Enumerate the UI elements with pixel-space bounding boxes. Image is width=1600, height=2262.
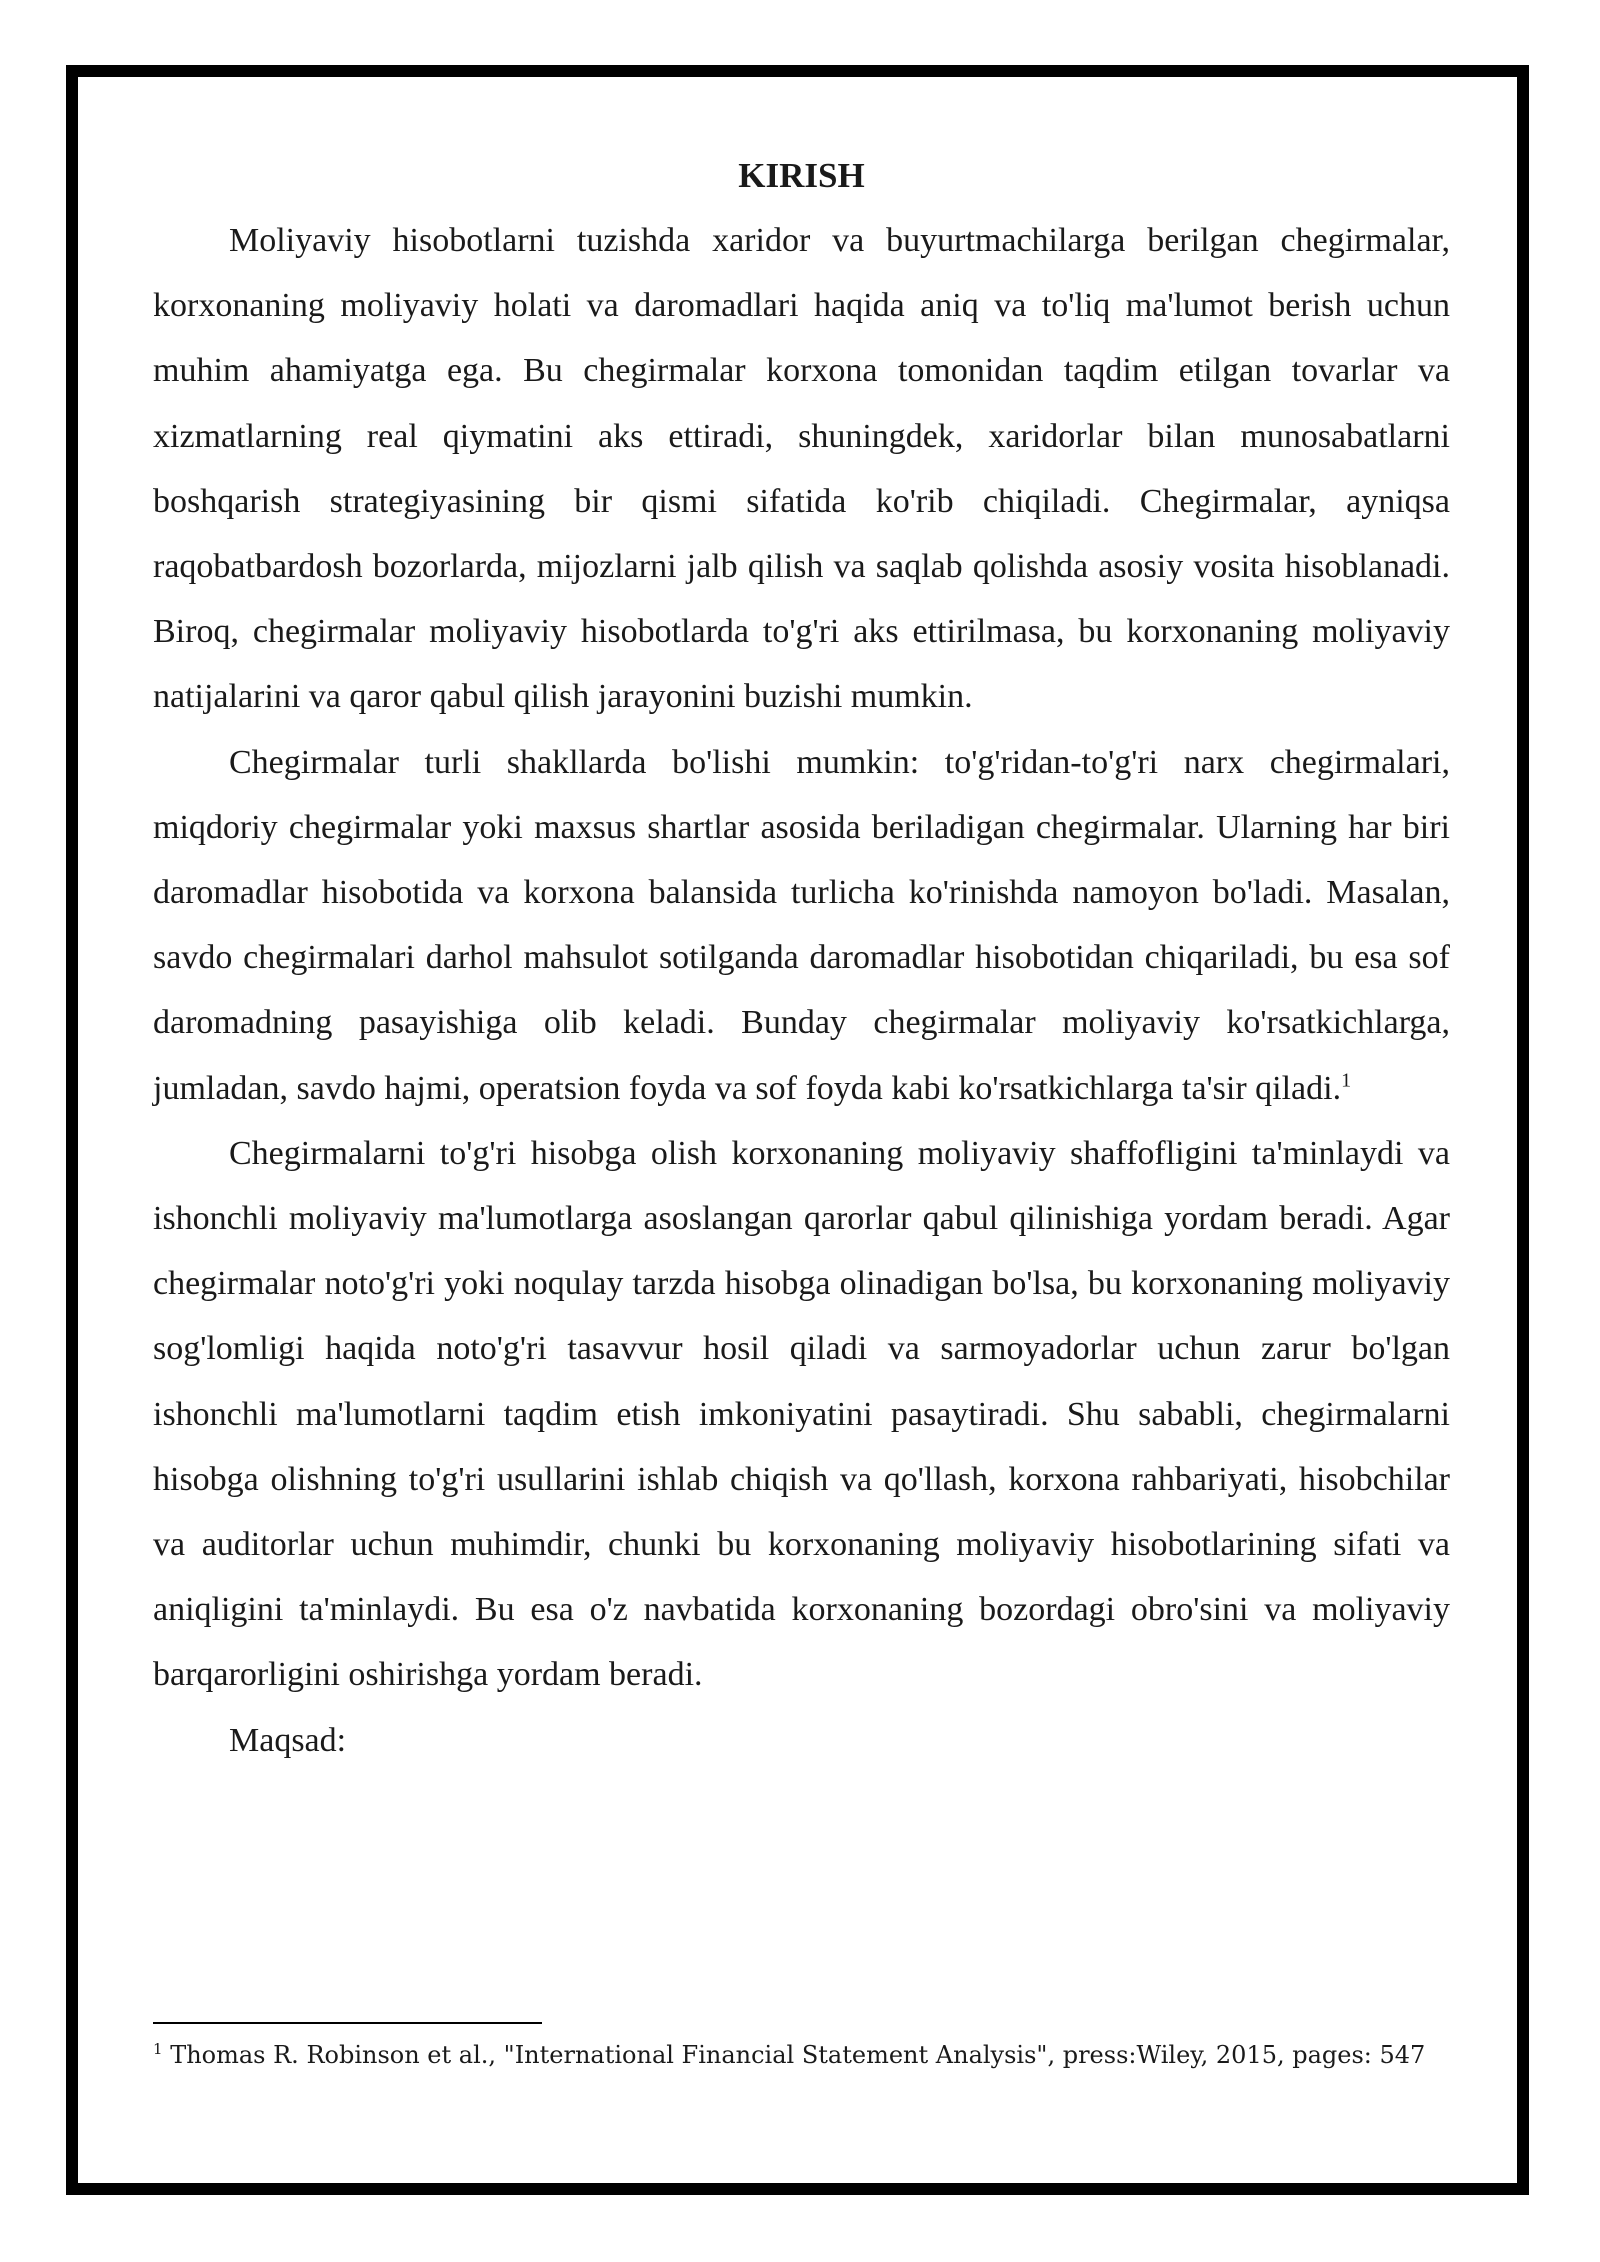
footnote-reference[interactable]: 1 (1341, 1069, 1352, 1092)
paragraph-1: Moliyaviy hisobotlarni tuzishda xaridor va buyurtmachilarga berilgan chegirmalar, korxonaning moliyaviy holati va daromadlari haqida aniq va to'liq ma'lumot berish uchun muhim ahamiyatga ega. Bu chegirmalar korxona tomonidan taqdim etilgan tovarlar va xizmatlarning real qiymatini aks ettiradi, shuningdek, xaridorlar bilan munosabatlarni boshqarish strategiyasining bir qismi sifatida ko'rib chiqiladi. Chegirmalar, ayniqsa raqobatbardosh bozorlarda, mijozlarni jalb qilish va saqlab qolishda asosiy vosita hisoblanadi. Biroq, chegirmalar moliyaviy hisobotlarda to'g'ri aks ettirilmasa, bu korxonaning moliyaviy natijalarini va qaror qabul qilish jarayonini buzishi mumkin. (153, 222, 1450, 716)
footnote (153, 2038, 1450, 2073)
footnote-separator (153, 2022, 542, 2024)
page-content (153, 146, 1450, 1773)
paragraph-2 (153, 730, 1450, 1121)
paragraph-3: Chegirmalarni to'g'ri hisobga olish korxonaning moliyaviy shaffofligini ta'minlaydi va ishonchli moliyaviy ma'lumotlarga asoslangan qarorlar qabul qilinishiga yordam beradi. Agar chegirmalar noto'g'ri yoki noqulay tarzda hisobga olinadigan bo'lsa, bu korxonaning moliyaviy sog'lomligi haqida noto'g'ri tasavvur hosil qiladi va sarmoyadorlar uchun zarur bo'lgan ishonchli ma'lumotlarni taqdim etish imkoniyatini pasaytiradi. Shu sababli, chegirmalarni hisobga olishning to'g'ri usullarini ishlab chiqish va qo'llash, korxona rahbariyati, hisobchilar va auditorlar uchun muhimdir, chunki bu korxonaning moliyaviy hisobotlarining sifati va aniqligini ta'minlaydi. Bu esa o'z navbatida korxonaning bozordagi obro'sini va moliyaviy barqarorligini oshirishga yordam beradi. (153, 1134, 1450, 1694)
footnote-number: 1 (153, 2040, 163, 2058)
paragraph-4: Maqsad: (229, 1721, 347, 1759)
footnote-text: Thomas R. Robinson et al., "International Financial Statement Analysis", press:Wiley, 2015, pages: 547 (170, 2041, 1426, 2069)
paragraph-2-text: Chegirmalar turli shakllarda bo'lishi mumkin: to'g'ridan-to'g'ri narx chegirmalari, miqdoriy chegirmalar yoki maxsus shartlar asosida beriladigan chegirmalar. Ularning har biri daromadlar hisobotida va korxona balansida turlicha ko'rinishda namoyon bo'ladi. Masalan, savdo chegirmalari darhol mahsulot sotilganda daromadlar hisobotidan chiqariladi, bu esa sof daromadning pasayishiga olib keladi. Bunday chegirmalar moliyaviy ko'rsatkichlarga, jumladan, savdo hajmi, operatsion foyda va sof foyda kabi ko'rsatkichlarga ta'sir qiladi. (153, 743, 1450, 1107)
page-title: KIRISH (738, 156, 865, 195)
